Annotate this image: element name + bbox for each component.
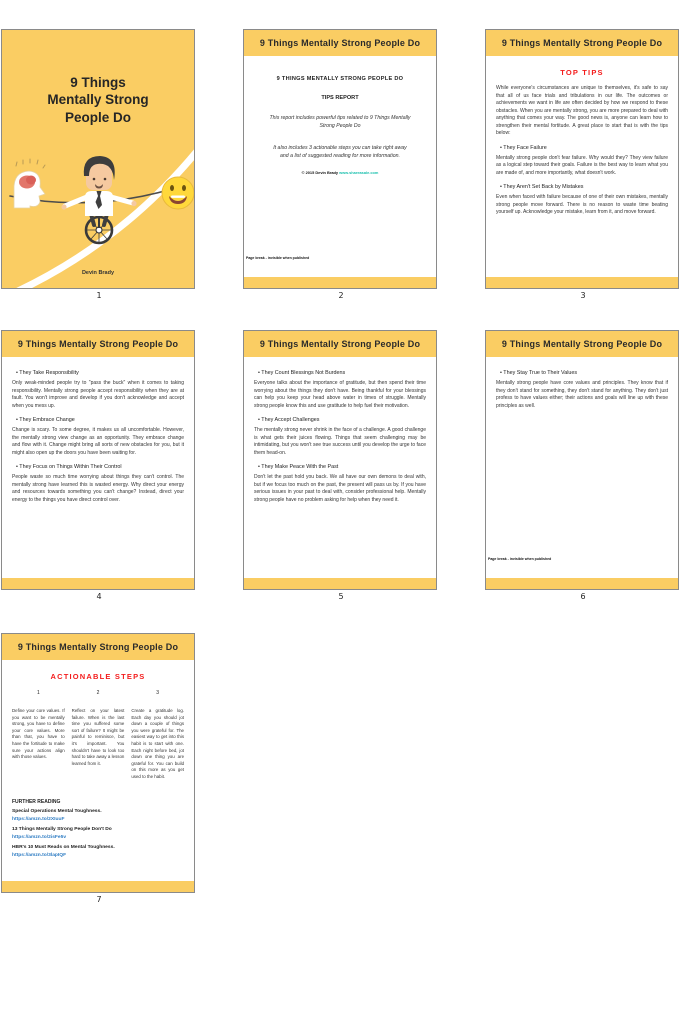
step-number: 3 (156, 690, 160, 696)
tip-body: People waste so much time worrying about things they can't control. The mentally strong have learned this is wasted energy. Why direct your energy and resources towards something you can't change? Instead, direct your energy to the things you have direct control over. (12, 474, 184, 503)
tip-item (254, 417, 426, 457)
sheet-5 (243, 330, 439, 601)
sheet-2 (243, 29, 439, 300)
tip-title: • They Stay True to Their Values (500, 370, 668, 376)
step-item (131, 690, 184, 781)
page-header-title: 9 Things Mentally Strong People Do (501, 339, 663, 349)
page-number: 2 (338, 291, 344, 300)
page-footer-bar (486, 277, 678, 288)
tips-page-2 (1, 330, 195, 590)
tightrope-unicycle-man (61, 156, 136, 243)
section-heading: ACTIONABLE STEPS (50, 672, 146, 681)
tip-item (496, 145, 668, 178)
tips-content (2, 357, 194, 578)
cover-title-line: 9 Things (70, 75, 126, 90)
tip-body: Everyone talks about the importance of gratitude, but then spend their time worrying about the things they don't have. Being thankful for your blessings can help you keep your head above water in times of struggle. Mentally strong people know this and use gratitude to help fuel their motivation. (254, 380, 426, 409)
page-footer-bar (2, 881, 194, 892)
tip-body: Change is scary. To some degree, it makes us all uncomfortable. However, the mentally strong view change as an opportunity. They embrace change and flow with it. Change might bring all sorts of new obstacles for you, but it might also open up the doors you have been waiting for. (12, 427, 184, 456)
page-footer-bar (244, 277, 436, 288)
smiley-emoji-icon (162, 177, 194, 209)
tip-item (12, 464, 184, 504)
title-page-content (244, 56, 436, 277)
tip-body: The mentally strong never shrink in the face of a challenge. A good challenge is what gets their juices flowing. Things that seem challenging may be intimidating, but you won't see true success until you develop the urge to face them head-on. (254, 427, 426, 456)
tip-body: Even when faced with failure because of one of their own mistakes, mentally strong people move forward. There is no reason to waste time beating yourself up. Acknowledge your mistake, learn from it, and move forward. (496, 194, 668, 215)
sheet-6 (485, 330, 681, 601)
step-number: 2 (96, 690, 100, 696)
sheet-4 (1, 330, 197, 601)
step-item (72, 690, 125, 781)
cover-page (1, 29, 195, 289)
sheet-7 (1, 633, 197, 904)
page-number: 7 (96, 895, 102, 904)
tip-title: • They Face Failure (500, 145, 668, 151)
tip-item (496, 370, 668, 410)
section-heading: TOP TIPS (560, 68, 604, 77)
cover-title-line: Mentally Strong (47, 92, 149, 108)
page-header-bar (2, 634, 194, 660)
tip-title: • They Take Responsibility (16, 370, 184, 376)
step-text: Reflect on your latest failure. When is the last time you suffered some sort of failure? It might be painful to reminisce, but it's important. You shouldn't have to look too hard to take away a lesson learned from it. (71, 708, 125, 766)
tip-body: Mentally strong people have core values and principles. They know that if they don't stand for something, they don't stand for anything. They don't just profess to have values either; their actions and goals will line up with these principles as well. (496, 380, 668, 409)
book-title: HBR's 10 Must Reads on Mental Toughness. (12, 844, 115, 850)
tip-title: • They Focus on Things Within Their Control (16, 464, 184, 470)
cover-illustration (2, 30, 194, 288)
tip-item (496, 184, 668, 217)
cover-title-line: People Do (64, 109, 131, 125)
page-break-note: Page break - invisible when published (246, 256, 310, 260)
page-header-bar (486, 30, 678, 56)
page-header-bar (244, 331, 436, 357)
report-intro-2: It also includes 3 actionable steps you can take right away and a list of suggested reading for more information. (273, 144, 407, 159)
book-link[interactable]: https://amzn.to/3lapIQF (12, 852, 67, 858)
copyright-site-link[interactable]: www.shareasale.com (339, 170, 379, 176)
page-footer-bar (2, 578, 194, 589)
steps-row (12, 690, 184, 781)
page-header-bar (2, 331, 194, 357)
page-footer-bar (486, 578, 678, 589)
further-reading-heading: FURTHER READING (12, 798, 61, 805)
sheet-1 (1, 29, 197, 300)
step-item (12, 690, 65, 781)
copyright-line (254, 170, 426, 175)
cover-author: Devin Brady (81, 270, 115, 276)
page-number: 6 (580, 592, 586, 601)
tip-item (254, 464, 426, 504)
tip-item (254, 370, 426, 410)
report-subtitle: TIPS REPORT (321, 95, 359, 101)
tips-page-4 (485, 330, 679, 590)
page-header-title: 9 Things Mentally Strong People Do (259, 339, 421, 349)
tips-content (244, 357, 436, 578)
sheet-3 (485, 29, 681, 300)
page-header-title: 9 Things Mentally Strong People Do (259, 38, 421, 48)
step-text: Create a gratitude log. Each day you should jot down a couple of things you were grateful for. The easiest way to get into this habit is to start with one. Each night before bed, jot down one thing you are grateful for. You can build on this more as you get used to the habit. (131, 708, 185, 780)
tip-body: Only weak-minded people try to "pass the buck" when it comes to taking responsibility. Mentally strong people accept responsibility when they are at fault. You won't improve and develop if you don't acknowledge and accept when you mess up. (12, 380, 184, 409)
tips-content (486, 357, 678, 578)
page-footer-bar (244, 578, 436, 589)
page-number: 3 (580, 291, 586, 300)
tip-title: • They Count Blessings Not Burdens (258, 370, 426, 376)
page-number: 4 (96, 592, 102, 601)
tip-title: • They Embrace Change (16, 417, 184, 423)
copyright-text: © 2015 Devin Brady (301, 170, 340, 176)
tip-title: • They Make Peace With the Past (258, 464, 426, 470)
book-link[interactable]: https://amzn.to/2XIuuF (12, 816, 65, 822)
book-link[interactable]: https://amzn.to/2isFe5v (12, 834, 67, 840)
page-header-title: 9 Things Mentally Strong People Do (501, 38, 663, 48)
report-intro-1: This report includes powerful tips related to 9 Things Mentally Strong People Do (269, 115, 411, 130)
page-break-note: Page break - invisible when published (488, 557, 552, 561)
tips-page-3 (243, 330, 437, 590)
book-title: 13 Things Mentally Strong People Don't Do (12, 826, 112, 832)
page-number: 5 (338, 592, 344, 601)
tips-page-1 (485, 29, 679, 289)
step-number: 1 (36, 690, 40, 696)
tips-content (486, 56, 678, 277)
tip-body: Don't let the past hold you back. We all have our own demons to deal with, but if we focus too much on the past, the present will pass us by. If you have serious issues in your past to deal with, consider professional help. Mentally strong people have no problem asking for help when they need it. (254, 474, 426, 503)
book-title: Special Operations Mental Toughness. (12, 808, 102, 814)
intro-paragraph: While everyone's circumstances are unique to themselves, it's safe to say that all of us face trials and tribulations in our life. The outcomes or achievements we want in life are often decided by how we respond to these obstacles. When you are mentally strong, you are more prepared to deal with anything that comes your way. The good news is, anyone can learn how to strengthen their mental fortitude. A great place to start that is with the tips below: (496, 85, 668, 136)
page-header-title: 9 Things Mentally Strong People Do (17, 339, 179, 349)
further-reading (12, 799, 184, 858)
step-text: Define your core values. If you want to be mentally strong, you have to define your core values. More than that, you have to have the fortitude to make sure your actions align with those values. (12, 708, 65, 760)
tip-title: • They Accept Challenges (258, 417, 426, 423)
tip-title: • They Aren't Set Back by Mistakes (500, 184, 668, 190)
steps-content (2, 660, 194, 881)
report-title-caps: 9 THINGS MENTALLY STRONG PEOPLE DO (276, 76, 404, 82)
actionable-steps-page (1, 633, 195, 893)
tip-item (12, 370, 184, 410)
page-header-bar (486, 331, 678, 357)
page-number: 1 (96, 291, 102, 300)
tip-body: Mentally strong people don't fear failure. Why would they? They view failure as a logical step toward their goals. Failure is the best way to learn what you are made of, and more importantly, what doesn't work. (496, 154, 668, 176)
page-header-title: 9 Things Mentally Strong People Do (17, 642, 179, 652)
title-page (243, 29, 437, 289)
tip-item (12, 417, 184, 457)
cover-title (2, 74, 194, 126)
page-header-bar (244, 30, 436, 56)
